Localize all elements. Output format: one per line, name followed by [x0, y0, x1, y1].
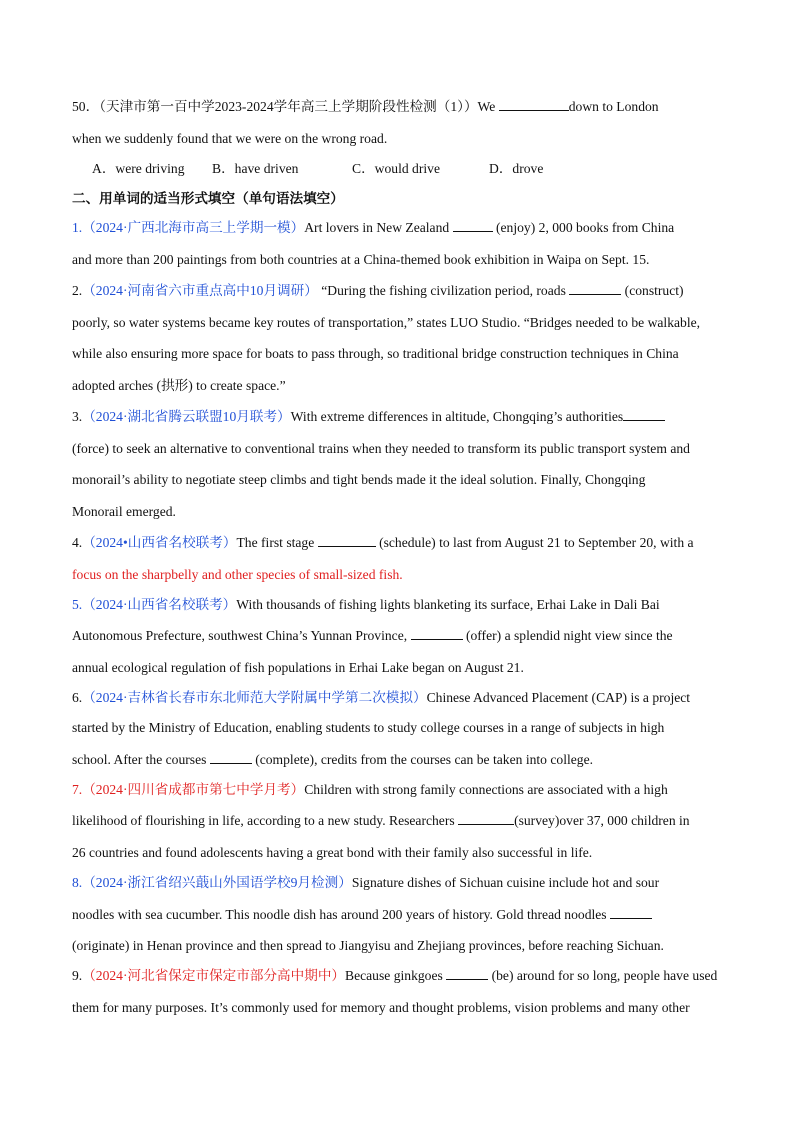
answer-blank[interactable] [446, 967, 488, 980]
question-6-line-3: school. After the courses (complete), credits from the courses can be taken into college. [72, 752, 594, 767]
question-source: （天津市第一百中学2023-2024学年高三上学期阶段性检测（1））We [99, 99, 499, 114]
question-2-line-4: adopted arches (拱形) to create space.” [72, 378, 286, 393]
question-number: 1. [72, 220, 83, 235]
question-number: 3. [72, 409, 83, 424]
question-3-line-3: monorail’s ability to negotiate steep climbs and tight bends made it the ideal solution. Finally, Chongqing [72, 472, 646, 487]
question-8-line-3: (originate) in Henan province and then spread to Jiangyisu and Zhejiang provinces, before reaching Sichuan. [72, 938, 664, 953]
question-source: （2024·河北省保定市保定市部分高中期中） [82, 968, 346, 983]
question-4-line-1: 4.（2024•山西省名校联考）The first stage (schedule) to last from August 21 to September 20, with a [72, 535, 694, 550]
question-source: （2024·河南省六市重点高中10月调研） [82, 283, 318, 298]
question-source: （2024•山西省名校联考） [82, 535, 237, 550]
question-50-line-2: when we suddenly found that we were on the wrong road. [72, 131, 388, 146]
option-d[interactable]: D．drove [489, 161, 544, 176]
question-number: 50． [72, 99, 100, 114]
question-9-line-2: them for many purposes. It’s commonly used for memory and thought problems, vision problems and many other [72, 1000, 690, 1015]
question-7-line-3: 26 countries and found adolescents having a great bond with their family also successful in life. [72, 845, 593, 860]
question-5-line-2: Autonomous Prefecture, southwest China’s Yunnan Province, (offer) a splendid night view since the [72, 628, 673, 643]
option-a[interactable]: A．were driving [92, 161, 185, 176]
answer-blank[interactable] [411, 627, 463, 640]
answer-blank[interactable] [610, 906, 652, 919]
question-9-line-1: 9.（2024·河北省保定市保定市部分高中期中）Because ginkgoes (be) around for so long, people have used [72, 968, 718, 983]
option-c[interactable]: C．would drive [352, 161, 440, 176]
question-source: （2024·吉林省长春市东北师范大学附属中学第二次模拟） [82, 690, 427, 705]
question-source: （2024·四川省成都市第七中学月考） [82, 782, 305, 797]
question-8-line-1: 8.（2024·浙江省绍兴蕺山外国语学校9月检测）Signature dishes of Sichuan cuisine include hot and sour [72, 875, 660, 890]
question-number: 4. [72, 535, 83, 550]
question-source: （2024·浙江省绍兴蕺山外国语学校9月检测） [82, 875, 352, 890]
question-50-line-1: 50．（天津市第一百中学2023-2024学年高三上学期阶段性检测（1））We down to London [72, 99, 659, 114]
answer-blank[interactable] [458, 812, 514, 825]
question-source: （2024·广西北海市高三上学期一模） [82, 220, 305, 235]
question-number: 2. [72, 283, 83, 298]
question-2-line-1: 2.（2024·河南省六市重点高中10月调研） “During the fishing civilization period, roads (construct) [72, 283, 684, 298]
question-1-line-1: 1.（2024·广西北海市高三上学期一模）Art lovers in New Zealand (enjoy) 2, 000 books from China [72, 220, 675, 235]
question-number: 9. [72, 968, 83, 983]
question-1-line-2: and more than 200 paintings from both countries at a China-themed book exhibition in Waipa on Sept. 15. [72, 252, 650, 267]
question-5-line-3: annual ecological regulation of fish populations in Erhai Lake began on August 21. [72, 660, 524, 675]
answer-blank[interactable] [318, 534, 376, 547]
section-title: 二、用单词的适当形式填空（单句语法填空） [72, 191, 344, 206]
question-2-line-2: poorly, so water systems became key routes of transportation,” states LUO Studio. “Bridges needed to be walkable, [72, 315, 701, 330]
answer-blank[interactable] [569, 282, 621, 295]
question-3-line-4: Monorail emerged. [72, 504, 176, 519]
question-number: 8. [72, 875, 83, 890]
answer-blank[interactable] [453, 219, 493, 232]
question-6-line-2: started by the Ministry of Education, enabling students to study college courses in a range of subjects in high [72, 720, 665, 735]
answer-blank[interactable] [499, 98, 569, 111]
question-source: （2024·湖北省腾云联盟10月联考） [82, 409, 291, 424]
question-4-line-2: focus on the sharpbelly and other species of small-sized fish. [72, 567, 403, 582]
question-number: 6. [72, 690, 83, 705]
answer-blank[interactable] [623, 408, 665, 421]
question-number: 7. [72, 782, 83, 797]
question-50-options [92, 160, 543, 178]
question-8-line-2: noodles with sea cucumber. This noodle dish has around 200 years of history. Gold thread noodles [72, 906, 652, 924]
question-source: （2024·山西省名校联考） [82, 597, 237, 612]
question-3-line-1: 3.（2024·湖北省腾云联盟10月联考）With extreme differences in altitude, Chongqing’s authorities [72, 408, 665, 426]
option-b[interactable]: B．have driven [212, 161, 299, 176]
question-5-line-1: 5.（2024·山西省名校联考）With thousands of fishing lights blanketing its surface, Erhai Lake in Dali Bai [72, 597, 660, 612]
question-6-line-1: 6.（2024·吉林省长春市东北师范大学附属中学第二次模拟）Chinese Advanced Placement (CAP) is a project [72, 690, 691, 705]
question-2-line-3: while also ensuring more space for boats to pass through, so traditional bridge construction techniques in China [72, 346, 679, 361]
question-number: 5. [72, 597, 83, 612]
question-3-line-2: (force) to seek an alternative to conventional trains when they needed to transform its public transport system and [72, 441, 690, 456]
question-7-line-2: likelihood of flourishing in life, according to a new study. Researchers (survey)over 37, 000 children in [72, 813, 690, 828]
question-7-line-1: 7.（2024·四川省成都市第七中学月考）Children with strong family connections are associated with a high [72, 782, 668, 797]
answer-blank[interactable] [210, 751, 252, 764]
